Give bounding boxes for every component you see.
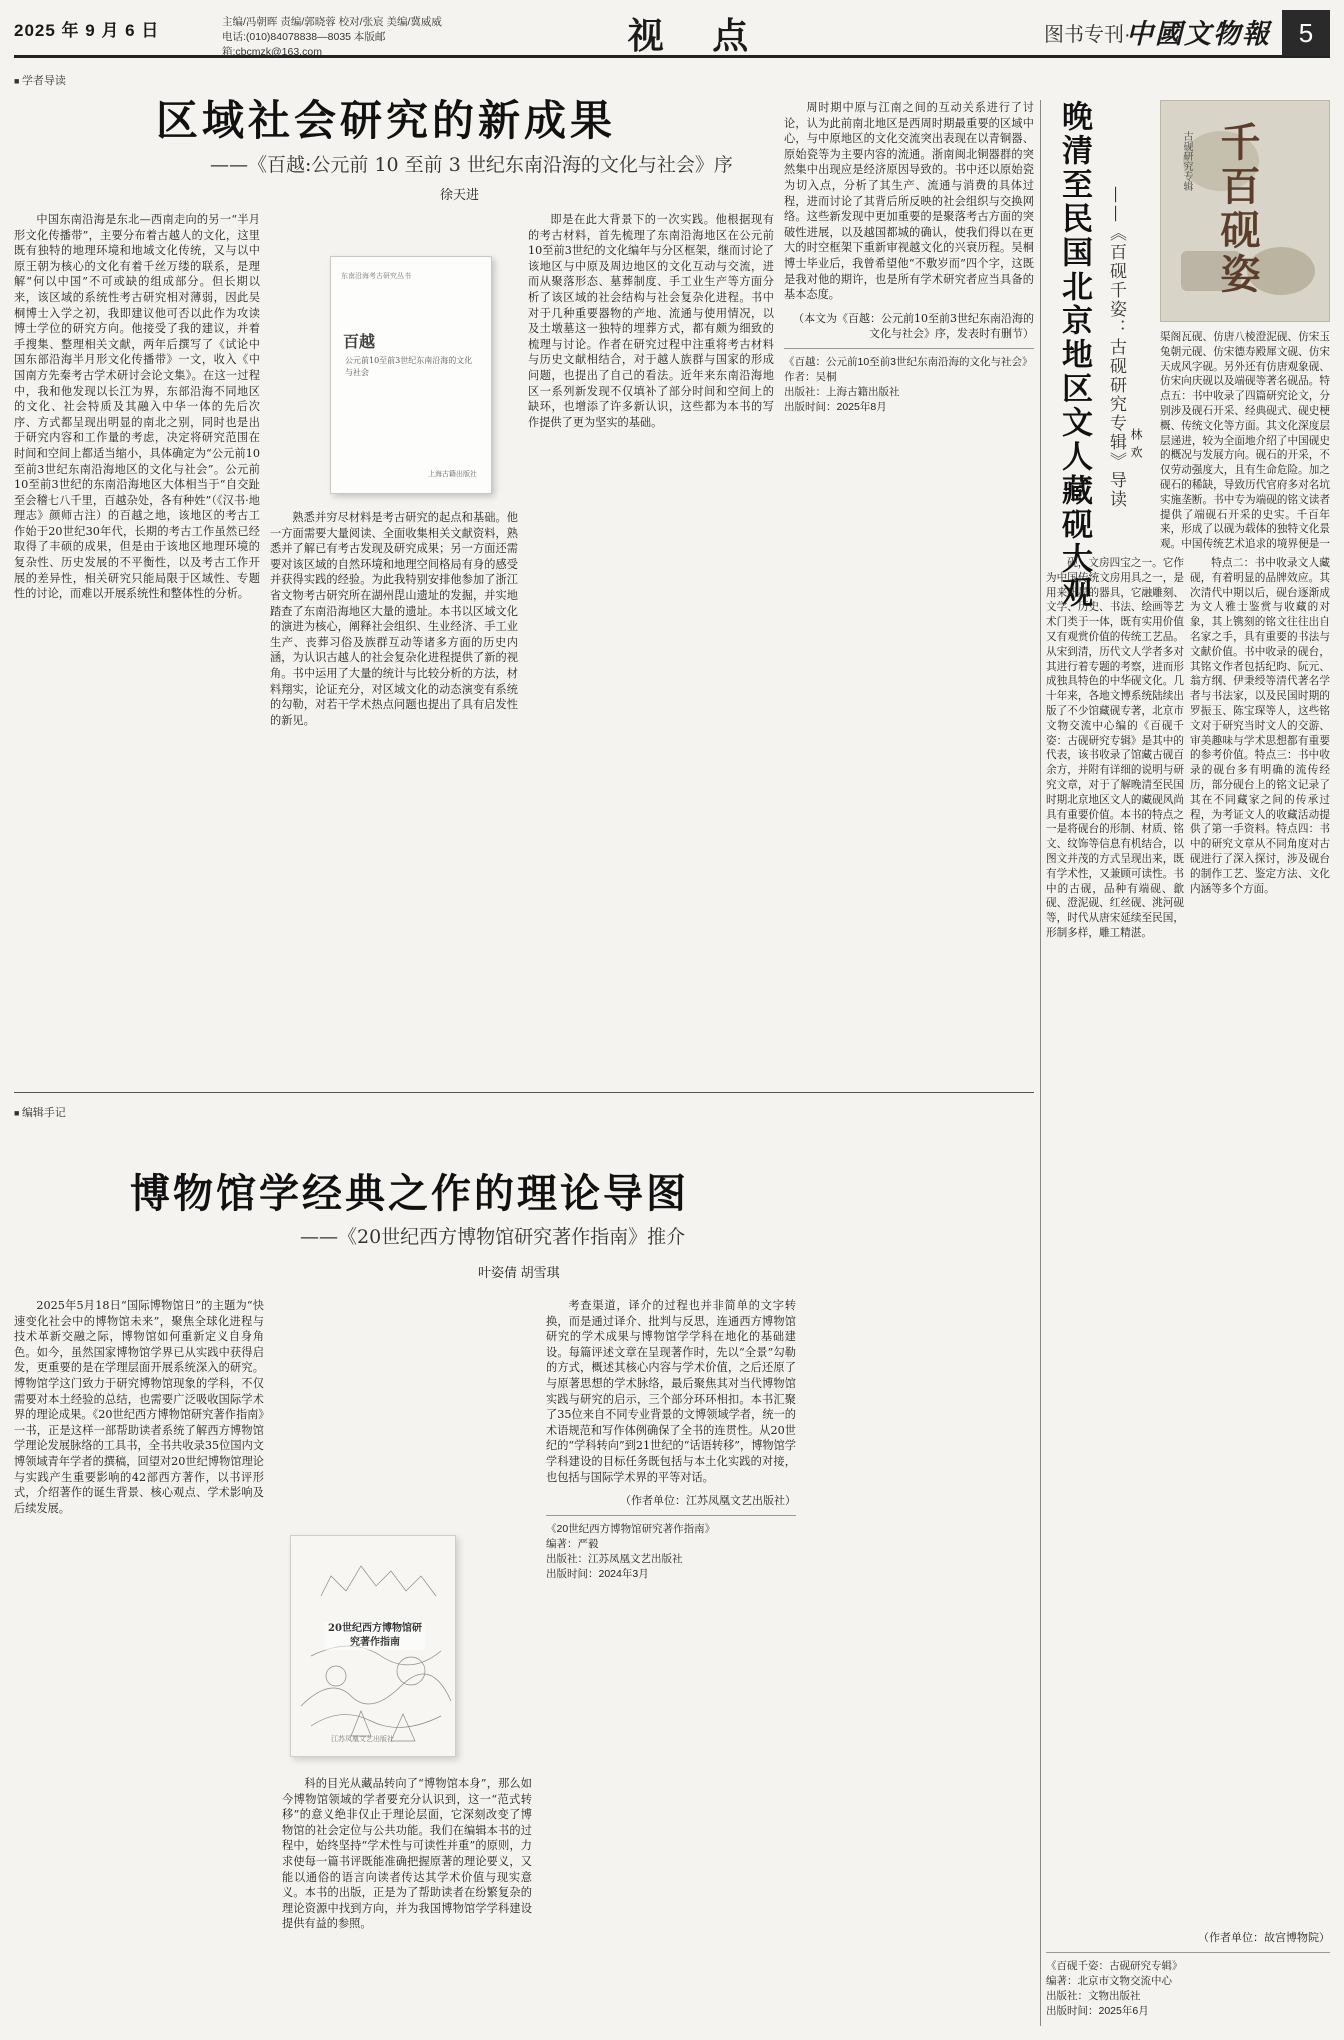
article1-title: 区域社会研究的新成果 xyxy=(156,96,617,145)
newspaper-logo: 中國文物報 xyxy=(1126,19,1271,50)
article3-book-info xyxy=(1046,1952,1330,2019)
article2-column-2 xyxy=(282,1776,532,2026)
cover-publisher: 上海古籍出版社 xyxy=(428,470,477,478)
issue-date: 2025 年 9 月 6 日 xyxy=(14,21,160,40)
book-cover-museum xyxy=(290,1535,456,1757)
book-date: 出版时间：2025年6月 xyxy=(1046,2004,1149,2017)
paragraph: 特点二：书中收录文人藏砚，有着明显的品牌效应。其次清代中期以后，砚台逐渐成为文人雅士鉴赏与收藏的对象，其上镌刻的铭文往往出自名家之手，具有重要的书法与文献价值。书中收录的砚台，其铭文作者包括纪昀、阮元、翁方纲、伊秉绶等清代著名学者与书法家，以及民国时期的罗振玉、陈宝琛等人，这些铭文对于研究当时文人的交游、审美趣味与学术思想都有重要的参考价值。特点三：书中收录的砚台多有明确的流传经历，部分砚台上的铭文记录了其在不同藏家之间的传承过程，为考证文人的收藏活动提供了第一手资料。特点四：书中的研究文章从不同角度对古砚进行了深入探讨，涉及砚台的制作工艺、鉴定方法、文化内涵等多个方面。 xyxy=(1190,557,1330,895)
paragraph: 熟悉并穷尽材料是考古研究的起点和基础。他一方面需要大量阅读、全面收集相关文献资料，熟悉并了解已有考古发现及研究成果；另一方面还需要对该区域的自然环境和地理空间格局有身的感受并获得实践的经验。为此我特别安排他参加了浙江省文物考古研究所在湖州毘山遗址的发掘，并实地踏查了东南沿海地区大量的遗址。本书以区域文化的演进为核心，阐释社会组织、生业经济、手工业生产、丧葬习俗及族群互动等诸多方面的历史内涵，为认识古越人的社会复杂化进程提供了新的视角。书中运用了大量的统计与比较分析的方法，材料翔实，论证充分，对区域文化的动态演变有系统的勾勒，对若干学术热点问题也提出了具有启发性的新见。 xyxy=(270,511,518,727)
cover-subtitle: 古砚研究专辑 xyxy=(1181,131,1192,191)
article2-column-3 xyxy=(546,1298,796,2026)
paragraph: 考查渠道，译介的过程也并非简单的文字转换，而是通过译介、批判与反思，连通西方博物馆研究的学术成果与博物馆学学科在地化的基础建设。每篇评述文章在呈现著作时，先以“全景”勾勒的方式，概述其核心内容与学术价值，之后还原了与原著思想的学术脉络，最后聚焦其对当代博物馆实践与研究的启示，三个部分环环相扣。本书汇聚了35位来自不同专业背景的文博领域学者，统一的术语规范和写作体例确保了全书的连贯性。从20世纪的“学科转向”到21世纪的“话语转移”，博物馆学学科建设的目标任务既包括与本土化实践的对接，也包括与国际学术界的平等对话。 xyxy=(546,1299,796,1484)
article3-column-3 xyxy=(1160,330,1330,550)
book-cover-inkstone xyxy=(1160,100,1330,322)
article2-book-info xyxy=(546,1515,796,1582)
article1-subtitle: ——《百越:公元前 10 至前 3 世纪东南沿海的文化与社会》序 xyxy=(210,154,733,176)
cover-title: 20世纪西方博物馆研究著作指南 xyxy=(325,1622,425,1650)
article1-column-2 xyxy=(270,510,518,1074)
article3-subtitle: ——《百砚千姿：古砚研究专辑》导读 xyxy=(1106,186,1126,509)
article1-tag: ■ 学者导读 xyxy=(14,72,66,88)
article1-column-4 xyxy=(784,100,1034,1074)
book-title: 《百越：公元前10至前3世纪东南沿海的文化与社会》 xyxy=(784,355,1033,368)
book-date: 出版时间：2025年8月 xyxy=(784,400,887,413)
paragraph: 2025年5月18日“国际博物馆日”的主题为“快速变化社会中的博物馆未来”，聚焦全球化进程与技术革新交融之际，博物馆如何重新定义自身角色。如今，虽然国家博物馆学界已从实践中获得启发，更重要的是在学理层面开展系统深入的研究。博物馆学这门致力于研究博物馆现象的学科，不仅需要对本土经验的总结，也需要广泛吸收国际学术界的理论成果。《20世纪西方博物馆研究著作指南》一书，正是这样一部帮助读者系统了解西方博物馆学理论发展脉络的工具书，全书共收录35位国内文博领域青年学者的撰稿，回望对20世纪博物馆理论与实践产生重要影响的42部西方著作，以书评形式，介绍著作的诞生背景、核心观点、学术影响及后续发展。 xyxy=(14,1299,264,1515)
article3-title: 晚清至民国北京地区文人藏砚大观 xyxy=(1056,100,1092,610)
book-title: 《百砚千姿：古砚研究专辑》 xyxy=(1046,1959,1183,1972)
section-title: 视 点 xyxy=(627,16,767,57)
book-publisher: 出版社：上海古籍出版社 xyxy=(784,385,900,398)
contact-line: 电话:(010)84078838—8035 本版邮箱:cbcmzk@163.com xyxy=(222,31,386,58)
paragraph: 周时期中原与江南之间的互动关系进行了讨论，认为此前南北地区是西周时期最重要的区域中心，与中原地区的文化交流突出表现在以青铜器、原始瓷等为主要内容的流通。浙南闽北铜器群的突然集中出现应是经济原因导致的。书中还以原始瓷为切入点，分析了其生产、流通与消费的具体过程，进而讨论了其背后所反映的社会组织与交换网络。这些新发现中更加重要的是聚落考古方面的突破性进展，以及越国都城的确认，使我们得以在更大的时空框架下重新审视越文化的兴衰历程。吴桐博士毕业后，我曾希望他“不敷岁而”四个字，这既是我对他的期许，也是所有学术研究者应当具备的基本态度。 xyxy=(784,101,1034,302)
cover-title: 百越 xyxy=(343,332,376,351)
paragraph: 砚，文房四宝之一。它作为中国传统文房用具之一，是用来研墨的器具，它融雕刻、文学、历史、书法、绘画等艺术门类于一体，既有实用价值又有观赏价值的传统工艺品。从宋到清，历代文人学者多对其进行着专题的考察，进而形成独具特色的中华砚文化。几十年来，各地文博系统陆续出版了不少馆藏砚专著，北京市文物交流中心编的《百砚千姿：古砚研究专辑》是其中的代表，该书收录了馆藏古砚百余方，并附有详细的说明与研究文章，对于了解晚清至民国时期北京地区文人的藏砚风尚具有重要价值。本书的特点之一是将砚台的形制、材质、铭文、纹饰等信息有机结合，以图文并茂的方式呈现出来，既有学术性，又兼顾可读性。书中的古砚，品种有端砚、歙砚、澄泥砚、红丝砚、洮河砚等，时代从唐宋延续至民国，形制多样，雕工精湛。 xyxy=(1046,557,1184,939)
article1-byline: （本文为《百越：公元前10至前3世纪东南沿海的文化与社会》序，发表时有删节） xyxy=(793,311,1034,341)
article2-column-1 xyxy=(14,1298,264,2026)
staff-credits xyxy=(222,15,482,60)
cover-title: 千百砚姿 xyxy=(1214,121,1261,297)
page-number: 5 xyxy=(1282,10,1330,56)
cover-subtitle: 公元前10至前3世纪东南沿海的文化与社会 xyxy=(345,356,473,377)
book-editor: 编著：严毅 xyxy=(546,1537,599,1550)
article3-author: 林欢 xyxy=(1129,428,1143,464)
book-author: 作者：吴桐 xyxy=(784,370,837,383)
book-title: 《20世纪西方博物馆研究著作指南》 xyxy=(546,1522,716,1535)
paragraph: 渠阁瓦砚、仿唐八棱澄泥砚、仿宋玉兔朝元砚、仿宋德寿殿犀文砚、仿宋天成风字砚。另外还有仿唐观象砚、仿宋向庆砚以及端砚等著名砚品。特点五：书中收录了四篇研究论文，分别涉及砚石开采、经典砚式、砚史梗概、传统文化等方面。其文化深度层层递进，较为全面地介绍了中国砚史的概况与发展方向。砚石的开采，不仅劳动强度大，且有生命危险。加之砚石的稀缺，导致历代官府多对名坑实施垄断。书中专为端砚的铭文读者提供了端砚石开采的史实。千百年来，形成了以砚为载体的独特文化景观。中国传统艺术追求的境界便是一 xyxy=(1160,331,1330,550)
article1-book-info xyxy=(784,348,1034,415)
article1-column-1 xyxy=(14,212,260,1074)
book-date: 出版时间：2024年3月 xyxy=(546,1567,649,1580)
paragraph: 科的目光从藏品转向了“博物馆本身”，那么如今博物馆领域的学者要充分认识到，这一“范式转移”的意义绝非仅止于理论层面，它深刻改变了博物馆的社会定位与公共功能。我们在编辑本书的过程中，始终坚持“学术性与可读性并重”的原则，力求使每一篇书评既能准确把握原著的理论要义，又能以通俗的语言向读者传达其学术价值与现实意义。本书的出版，正是为了帮助读者在纷繁复杂的理论资源中找到方向，并为我国博物馆学学科建设提供有益的参照。 xyxy=(282,1777,532,1931)
article3-column-2 xyxy=(1190,556,1330,2026)
article1-column-3 xyxy=(528,212,774,1074)
section-divider xyxy=(14,1092,1034,1093)
special-label: 图书专刊· xyxy=(1044,24,1131,46)
book-cover-baiyue xyxy=(330,256,492,494)
paragraph: 中国东南沿海是东北—西南走向的另一“半月形文化传播带”，主要分布着古越人的文化，这里既有独特的地理环境和地域文化传统，又与以中原王朝为核心的文化有着千丝万缕的联系，是理解“何以中国”不可或缺的组成部分。但长期以来，该区域的系统性考古研究相对薄弱，因此吴桐博士入学之初，我即建议他可否以此作为攻读博士学位的研究方向。他接受了我的建议，并着手搜集、整理相关文献，两年后撰写了《试论中国东部沿海半月形文化传播带》一文，收入《中国南方先秦考古学术研讨会论文集》。在这一过程中，我和他发现以长江为界，东部沿海不同地区的文化、社会特质及其融入中华一体的先后次序、方式都呈现出明显的南北之别，同时也是出于研究内容和工作量的考虑，决定将研究范围在时间和空间上都适当缩小，具体确定为“公元前10至前3世纪东南沿海地区的文化与社会”。公元前10至前3世纪的东南沿海地区大体相当于“自交趾至会稽七八千里，百越杂处，各有种姓”（《汉书·地理志》颜师古注）的百越之地，该地区的考古工作始于20世纪30年代，长期的考古工作虽然已经取得了丰硕的成果，但是由于该地区地理环境的复杂性、历史发展的不平衡性，以及考古工作开展的差异性，相关研究只能局限于区域性、专题性的讨论，而难以开展系统性和整体性的分析。 xyxy=(14,213,260,601)
article3-byline: （作者单位：故宫博物院） xyxy=(1198,1931,1330,1944)
book-publisher: 出版社：文物出版社 xyxy=(1046,1989,1141,2002)
cover-series: 东南沿海考古研究丛书 xyxy=(341,273,411,280)
article3-footer xyxy=(1046,1930,1330,2026)
article2-author: 叶姿倩 胡雪琪 xyxy=(478,1265,560,1280)
masthead xyxy=(14,12,1330,58)
staff-line: 主编/冯朝晖 责编/郭晓蓉 校对/张宸 美编/冀威威 xyxy=(222,16,442,28)
paragraph: 即是在此大背景下的一次实践。他根据现有的考古材料，首先梳理了东南沿海地区在公元前10至前3世纪的文化编年与分区框架，继而讨论了该地区与中原及周边地区的文化互动与交流，进而从聚落形态、墓葬制度、手工业生产等方面分析了该区域的社会结构与社会复杂化进程。书中对于几种重要器物的产地、流通与使用情况，以及土墩墓这一独特的埋葬方式，都有颇为细致的梳理与讨论。作者在研究过程中注重将考古材料与历史文献相结合，对于越人族群与国家的形成问题，也提出了自己的看法。近年来东南沿海地区一系列新发现不仅填补了部分时间和空间上的缺环，也增添了许多新认识，这些都为本书的写作提供了更为坚实的基础。 xyxy=(528,213,774,429)
article3-column-1 xyxy=(1046,556,1184,2026)
column-divider xyxy=(1040,100,1041,2026)
book-editor: 编著：北京市文物交流中心 xyxy=(1046,1974,1172,1987)
article2-subtitle: ——《20世纪西方博物馆研究著作指南》推介 xyxy=(300,1226,686,1248)
article2-tag: ■ 编辑手记 xyxy=(14,1104,66,1120)
article1-author: 徐天进 xyxy=(440,187,480,202)
book-publisher: 出版社：江苏凤凰文艺出版社 xyxy=(546,1552,683,1565)
article2-byline: （作者单位：江苏凤凰文艺出版社） xyxy=(620,1494,796,1508)
cover-publisher: 江苏凤凰文艺出版社 xyxy=(331,1735,394,1743)
article2-title: 博物馆学经典之作的理论导图 xyxy=(130,1170,689,1217)
